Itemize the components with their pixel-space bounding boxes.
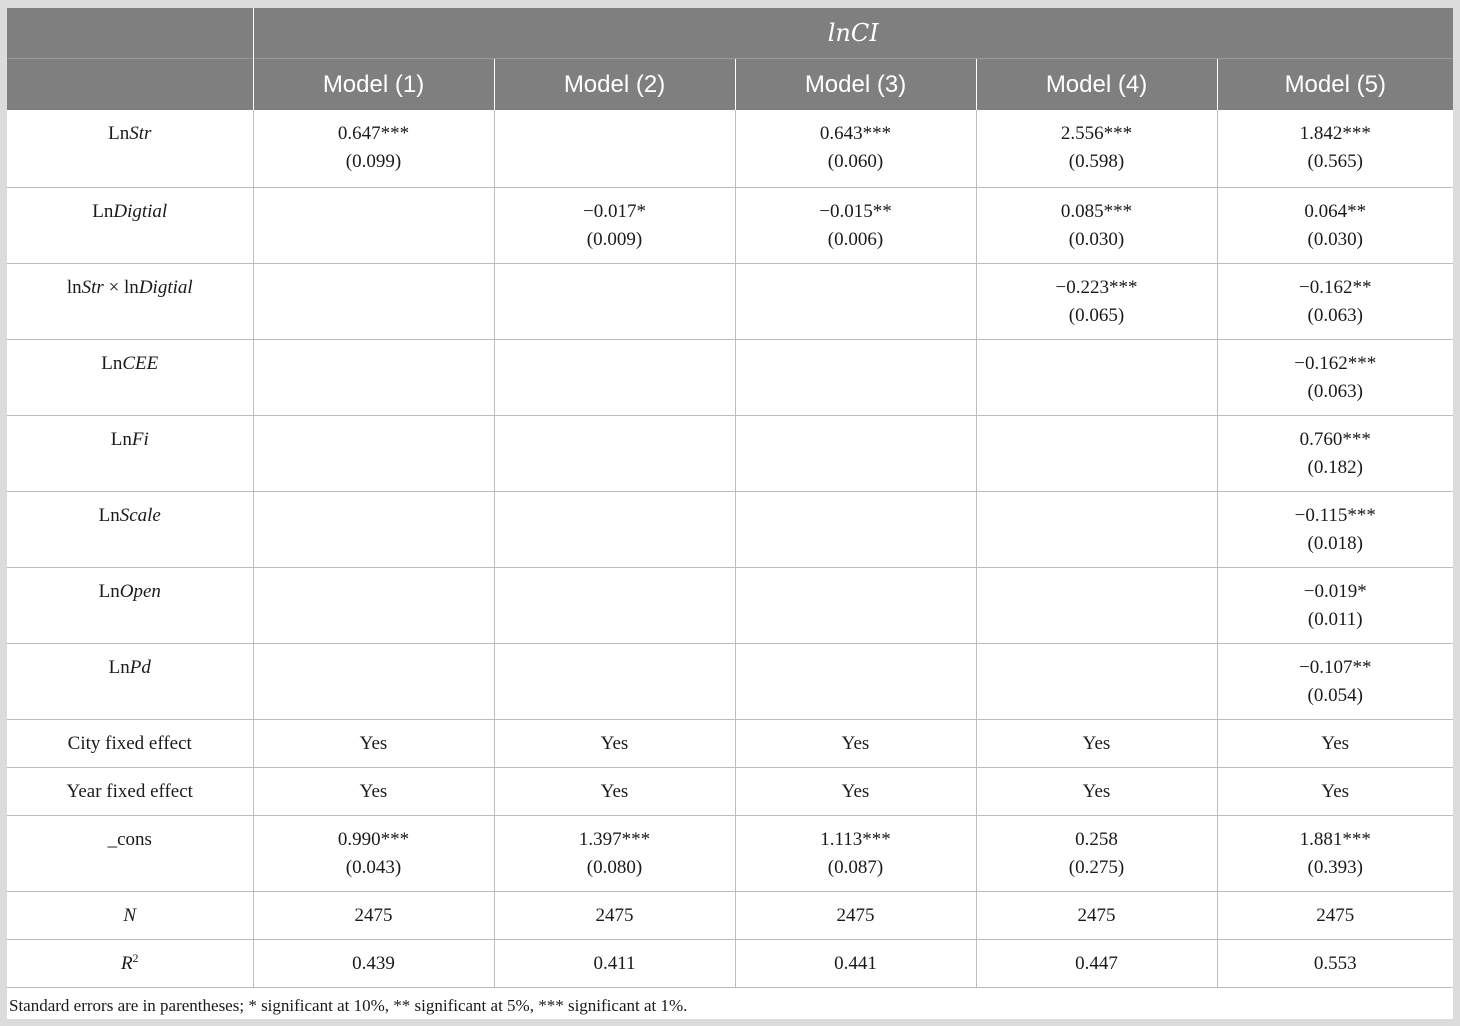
row-label (7, 263, 253, 339)
coefficient-cell (1217, 187, 1453, 263)
row-label: N (7, 891, 253, 939)
table-row (7, 767, 1453, 815)
coefficient-cell (253, 415, 494, 491)
row-label (7, 567, 253, 643)
standard-error: (0.011) (1307, 608, 1363, 630)
coefficient-cell (253, 263, 494, 339)
coefficient-cell (253, 491, 494, 567)
coefficient-value: 0.760*** (1299, 428, 1371, 450)
r-squared-cell: 0.439 (253, 939, 494, 987)
row-label: _cons (7, 815, 253, 891)
row-label-variable: Pd (129, 656, 151, 678)
coefficient-value: 1.842*** (1299, 123, 1371, 144)
row-label: City fixed effect (7, 719, 253, 767)
coefficient-value: −0.223*** (1055, 276, 1138, 298)
standard-error: (0.030) (1307, 228, 1363, 250)
header-stub (7, 59, 253, 111)
standard-error: (0.006) (827, 228, 884, 250)
regression-table (7, 8, 1453, 988)
standard-error: (0.043) (345, 856, 402, 878)
standard-error: (0.063) (1307, 380, 1363, 402)
coefficient-cell (976, 567, 1217, 643)
row-label (7, 339, 253, 415)
coefficient-cell (1217, 415, 1453, 491)
table-row (7, 891, 1453, 939)
row-label (7, 491, 253, 567)
coefficient-cell (976, 187, 1217, 263)
column-header: Model (2) (494, 59, 735, 111)
r-squared-cell: 0.553 (1217, 939, 1453, 987)
row-label-variable: Fi (131, 428, 149, 450)
coefficient-cell (494, 187, 735, 263)
coefficient-value: −0.107** (1299, 656, 1372, 678)
coefficient-value: −0.162** (1299, 276, 1372, 298)
standard-error: (0.565) (1307, 151, 1363, 172)
fixed-effect-cell: Yes (253, 767, 494, 815)
header-group-row (7, 8, 1453, 59)
fixed-effect-cell: Yes (494, 719, 735, 767)
coefficient-value: 0.064** (1304, 200, 1367, 222)
table-row (7, 815, 1453, 891)
table-row (7, 187, 1453, 263)
coefficient-cell (976, 263, 1217, 339)
row-label (7, 643, 253, 719)
row-label-prefix: Ln (101, 352, 123, 374)
observations-cell: 2475 (494, 891, 735, 939)
row-label-variable: R (120, 952, 133, 974)
table-footnote: Standard errors are in parentheses; * significant at 10%, ** significant at 5%, *** significant at 1%. (9, 996, 688, 1015)
column-header: Model (4) (976, 59, 1217, 111)
column-header: Model (5) (1217, 59, 1453, 111)
coefficient-cell (735, 567, 976, 643)
header-columns-row (7, 59, 1453, 111)
row-label-variable: Digtial (138, 276, 193, 298)
observations-cell: 2475 (976, 891, 1217, 939)
standard-error: (0.063) (1307, 304, 1363, 326)
coefficient-value: 0.990*** (337, 828, 410, 850)
r-squared-cell: 0.447 (976, 939, 1217, 987)
standard-error: (0.182) (1307, 456, 1363, 478)
header-stub (7, 8, 253, 59)
coefficient-cell (1217, 567, 1453, 643)
row-label-prefix: ln (66, 276, 82, 298)
coefficient-value: 0.085*** (1060, 200, 1133, 222)
table-row (7, 110, 1453, 187)
coefficient-value: 1.397*** (578, 828, 651, 850)
coefficient-cell (253, 187, 494, 263)
coefficient-cell (494, 643, 735, 719)
coefficient-value: 0.643*** (819, 123, 892, 144)
standard-error: (0.054) (1307, 684, 1363, 706)
row-label-prefix: Ln (98, 580, 120, 602)
standard-error: (0.087) (827, 856, 884, 878)
observations-cell: 2475 (1217, 891, 1453, 939)
column-header: Model (1) (253, 59, 494, 111)
coefficient-cell (253, 815, 494, 891)
fixed-effect-cell: Yes (976, 719, 1217, 767)
fixed-effect-cell: Yes (976, 767, 1217, 815)
coefficient-cell (494, 263, 735, 339)
row-label-prefix: Ln (108, 123, 130, 144)
coefficient-cell (735, 187, 976, 263)
table-row (7, 567, 1453, 643)
row-label-variable: Open (119, 580, 161, 602)
coefficient-cell (976, 491, 1217, 567)
table-row (7, 719, 1453, 767)
observations-cell: 2475 (253, 891, 494, 939)
coefficient-cell (253, 567, 494, 643)
column-header: Model (3) (735, 59, 976, 111)
coefficient-cell (976, 110, 1217, 187)
coefficient-value: 0.258 (1075, 828, 1118, 850)
row-label-variable: Digtial (113, 200, 168, 222)
standard-error: (0.060) (827, 151, 884, 172)
standard-error: (0.099) (345, 151, 402, 172)
table-row (7, 491, 1453, 567)
coefficient-cell (976, 815, 1217, 891)
standard-error: (0.598) (1068, 151, 1125, 172)
r-squared-cell: 0.411 (494, 939, 735, 987)
row-label-variable: Str (129, 123, 152, 144)
standard-error: (0.009) (586, 228, 643, 250)
row-label (7, 110, 253, 187)
coefficient-cell (1217, 110, 1453, 187)
coefficient-value: 2.556*** (1060, 123, 1133, 144)
coefficient-value: −0.162*** (1294, 352, 1377, 374)
coefficient-cell (1217, 263, 1453, 339)
coefficient-cell (253, 643, 494, 719)
table-row (7, 939, 1453, 987)
row-label-variable: Scale (119, 504, 161, 526)
fixed-effect-cell: Yes (1217, 767, 1453, 815)
coefficient-cell (253, 110, 494, 187)
r-squared-cell: 0.441 (735, 939, 976, 987)
coefficient-cell (735, 815, 976, 891)
fixed-effect-cell: Yes (1217, 719, 1453, 767)
coefficient-cell (494, 567, 735, 643)
fixed-effect-cell: Yes (253, 719, 494, 767)
coefficient-value: −0.015** (819, 200, 892, 222)
standard-error: (0.080) (586, 856, 643, 878)
standard-error: (0.018) (1307, 532, 1363, 554)
row-label-mid: × ln (103, 276, 139, 298)
table-row (7, 263, 1453, 339)
row-label: Year fixed effect (7, 767, 253, 815)
coefficient-cell (735, 491, 976, 567)
observations-cell: 2475 (735, 891, 976, 939)
coefficient-cell (735, 415, 976, 491)
table-frame (7, 8, 1453, 1019)
coefficient-value: −0.115*** (1294, 504, 1376, 526)
row-label-prefix: Ln (92, 200, 114, 222)
standard-error: (0.065) (1068, 304, 1125, 326)
table-row (7, 339, 1453, 415)
coefficient-cell (1217, 339, 1453, 415)
row-label-variable: Str (81, 276, 104, 298)
table-row (7, 415, 1453, 491)
coefficient-cell (494, 110, 735, 187)
coefficient-cell (735, 339, 976, 415)
row-label (7, 187, 253, 263)
row-label-superscript: 2 (132, 950, 139, 965)
coefficient-cell (1217, 643, 1453, 719)
coefficient-cell (1217, 815, 1453, 891)
coefficient-cell (1217, 491, 1453, 567)
coefficient-cell (735, 110, 976, 187)
coefficient-value: 1.881*** (1299, 828, 1371, 850)
coefficient-cell (735, 263, 976, 339)
coefficient-value: 1.113*** (820, 828, 891, 850)
coefficient-value: 0.647*** (337, 123, 410, 144)
row-label-prefix: Ln (98, 504, 120, 526)
coefficient-cell (976, 415, 1217, 491)
row-label-prefix: Ln (108, 656, 130, 678)
header-group-label: lnCI (253, 8, 1453, 59)
standard-error: (0.030) (1068, 228, 1125, 250)
row-label (7, 939, 253, 987)
coefficient-cell (735, 643, 976, 719)
coefficient-cell (494, 491, 735, 567)
row-label (7, 415, 253, 491)
row-label-prefix: Ln (110, 428, 132, 450)
fixed-effect-cell: Yes (494, 767, 735, 815)
table-body (7, 110, 1453, 987)
coefficient-cell (253, 339, 494, 415)
coefficient-cell (976, 339, 1217, 415)
standard-error: (0.393) (1307, 856, 1363, 878)
coefficient-value: −0.017* (583, 200, 646, 222)
coefficient-cell (494, 339, 735, 415)
coefficient-value: −0.019* (1303, 580, 1367, 602)
standard-error: (0.275) (1068, 856, 1125, 878)
coefficient-cell (494, 415, 735, 491)
table-row (7, 643, 1453, 719)
row-label-variable: CEE (122, 352, 159, 374)
fixed-effect-cell: Yes (735, 767, 976, 815)
coefficient-cell (976, 643, 1217, 719)
fixed-effect-cell: Yes (735, 719, 976, 767)
coefficient-cell (494, 815, 735, 891)
